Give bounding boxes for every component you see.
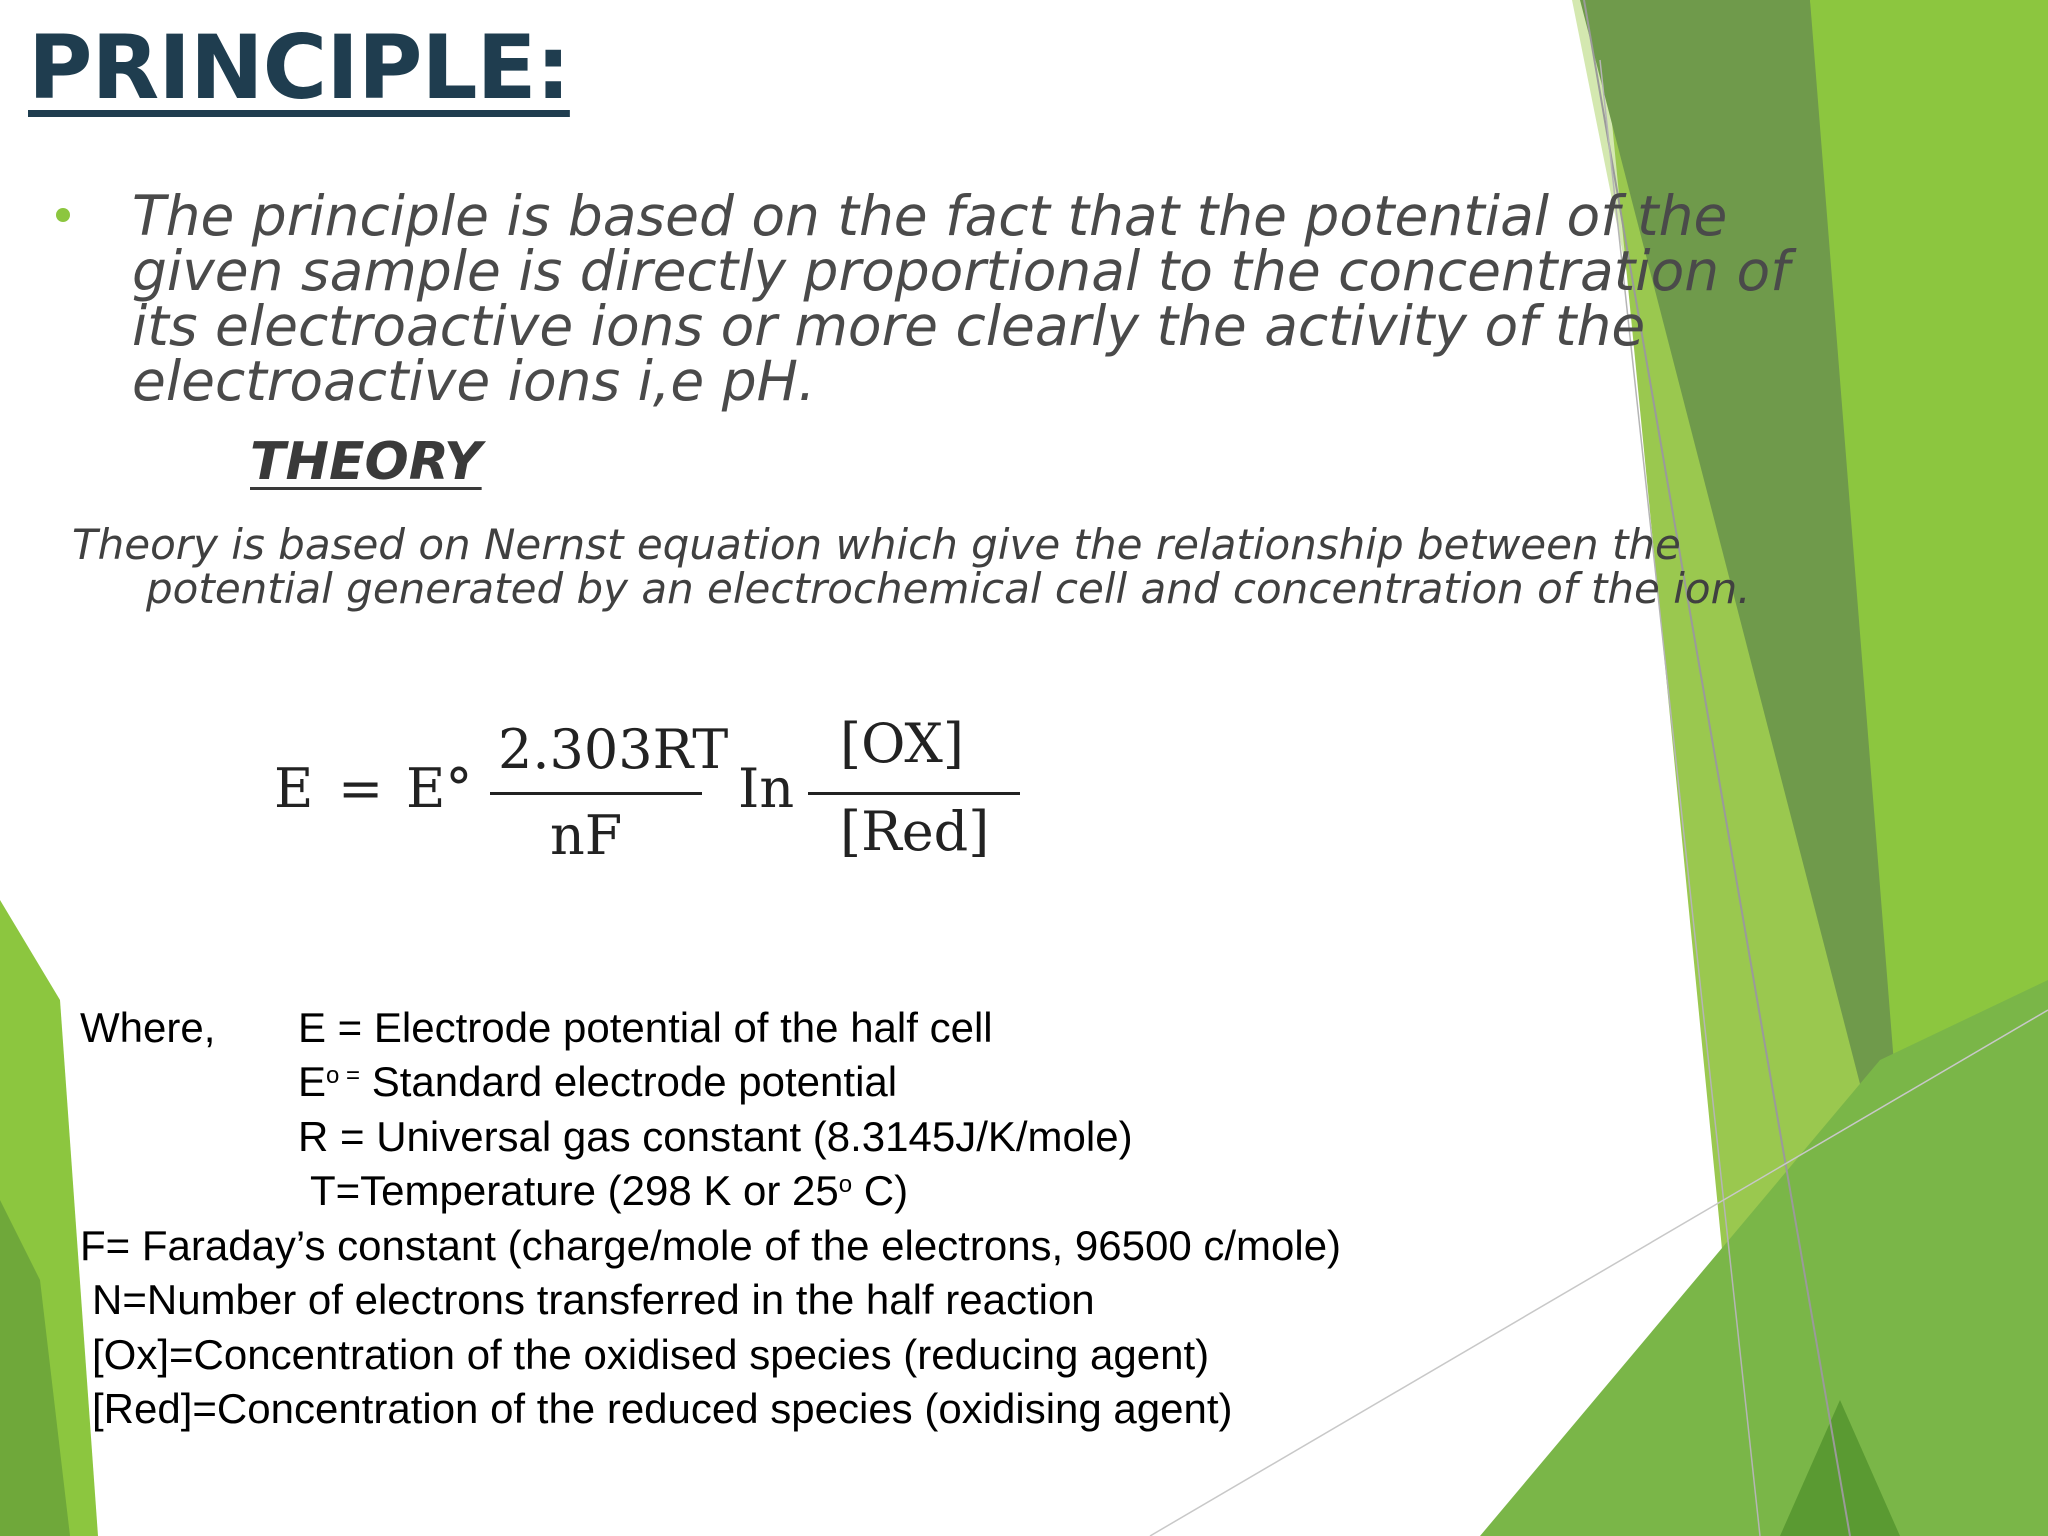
def-e0 — [298, 1058, 897, 1106]
eq-frac1-numerator: 2.303RT — [498, 718, 729, 781]
eq-frac2-bar — [808, 792, 1020, 795]
def-t — [310, 1167, 908, 1215]
eq-lhs: E — [274, 757, 314, 820]
eq-frac1-bar — [490, 792, 702, 795]
theory-heading: THEORY — [250, 432, 482, 492]
theory-line-1: Theory is based on Nernst equation which give the relationship between the — [72, 520, 1681, 569]
def-t-degree: o — [838, 1171, 853, 1198]
eq-equals: = — [338, 757, 384, 820]
def-e0-symbol: E — [298, 1058, 327, 1105]
bullet-dot — [56, 208, 70, 222]
def-ox: [Ox]=Concentration of the oxidised species (reducing agent) — [92, 1331, 1210, 1378]
def-e0-superscript: o = — [326, 1062, 361, 1089]
theory-line-2: potential generated by an electrochemical cell and concentration of the ion. — [146, 564, 1751, 613]
def-e: E = Electrode potential of the half cell — [298, 1004, 993, 1051]
def-f: F= Faraday’s constant (charge/mole of the electrons, 96500 c/mole) — [80, 1222, 1342, 1269]
bullet-line-4: electroactive ions i,e pH. — [132, 349, 816, 413]
def-n: N=Number of electrons transferred in the half reaction — [92, 1276, 1095, 1323]
slide-title: PRINCIPLE: — [28, 16, 570, 119]
where-label: Where, — [80, 1004, 216, 1051]
eq-e0: E° — [406, 757, 473, 820]
def-e0-text: Standard electrode potential — [371, 1058, 898, 1105]
bullet-line-2: given sample is directly proportional to the concentration of — [132, 239, 1790, 303]
def-r: R = Universal gas constant (8.3145J/K/mole) — [298, 1113, 1133, 1160]
eq-frac2-denominator: [Red] — [840, 800, 990, 863]
bullet-line-3: its electroactive ions or more clearly the activity of the — [132, 294, 1646, 358]
def-t-unit: C) — [852, 1167, 909, 1214]
eq-frac1-denominator: nF — [550, 804, 623, 867]
eq-frac2-numerator: [OX] — [840, 712, 964, 775]
eq-ln: In — [738, 757, 795, 820]
bullet-line-1: The principle is based on the fact that the potential of the — [132, 184, 1728, 248]
def-red: [Red]=Concentration of the reduced species (oxidising agent) — [92, 1385, 1233, 1432]
def-t-text: T=Temperature (298 K or 25 — [310, 1167, 839, 1214]
